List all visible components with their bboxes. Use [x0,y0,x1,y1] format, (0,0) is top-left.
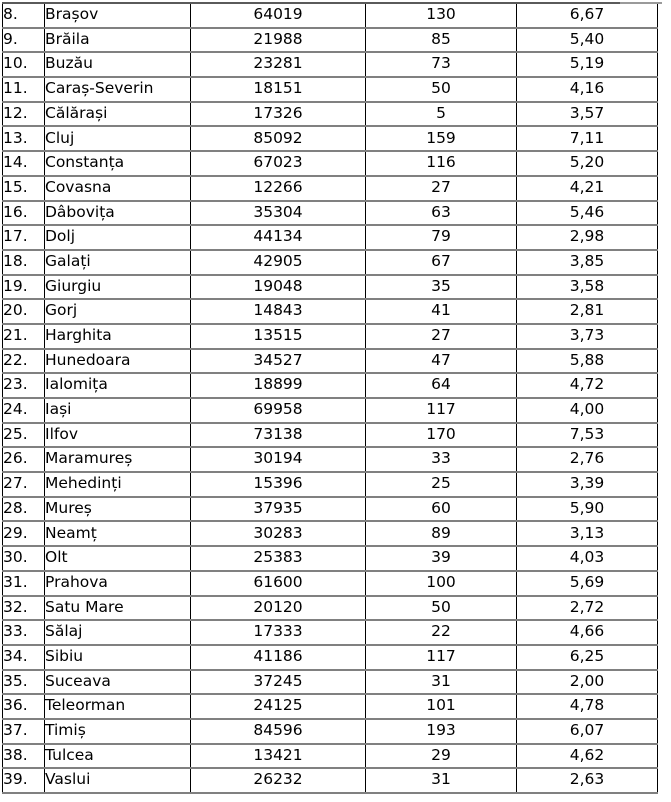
table-row [3,176,658,201]
value-column-2-cell: 116 [366,151,517,176]
table-row [3,694,658,719]
row-index-cell: 31. [3,571,45,596]
table-row [3,447,658,472]
value-column-2-cell: 130 [366,3,517,28]
value-column-1-cell: 42905 [191,250,366,275]
row-index-cell: 8. [3,3,45,28]
table-row [3,497,658,522]
value-column-1-cell: 37245 [191,670,366,695]
value-column-3-cell: 6,07 [517,719,658,744]
value-column-1-cell: 69958 [191,398,366,423]
value-column-2-cell: 170 [366,423,517,448]
county-name-cell: Ilfov [45,423,191,448]
table-row [3,373,658,398]
value-column-1-cell: 34527 [191,349,366,374]
county-data-table [2,2,658,794]
value-column-2-cell: 193 [366,719,517,744]
table-row [3,521,658,546]
value-column-1-cell: 67023 [191,151,366,176]
value-column-2-cell: 29 [366,744,517,769]
value-column-2-cell: 33 [366,447,517,472]
value-column-1-cell: 85092 [191,126,366,151]
value-column-1-cell: 13515 [191,324,366,349]
row-index-cell: 20. [3,299,45,324]
county-name-cell: Dolj [45,225,191,250]
county-name-cell: Constanța [45,151,191,176]
value-column-3-cell: 4,72 [517,373,658,398]
table-row [3,126,658,151]
value-column-3-cell: 5,40 [517,28,658,53]
value-column-3-cell: 5,19 [517,52,658,77]
value-column-3-cell: 4,62 [517,744,658,769]
county-name-cell: Maramureș [45,447,191,472]
row-index-cell: 22. [3,349,45,374]
value-column-3-cell: 4,78 [517,694,658,719]
county-name-cell: Iași [45,398,191,423]
county-name-cell: Prahova [45,571,191,596]
table-row [3,546,658,571]
county-name-cell: Tulcea [45,744,191,769]
county-name-cell: Gorj [45,299,191,324]
row-index-cell: 37. [3,719,45,744]
value-column-3-cell: 7,53 [517,423,658,448]
value-column-1-cell: 30194 [191,447,366,472]
row-index-cell: 16. [3,201,45,226]
value-column-3-cell: 5,88 [517,349,658,374]
county-name-cell: Neamț [45,521,191,546]
value-column-3-cell: 2,00 [517,670,658,695]
value-column-1-cell: 61600 [191,571,366,596]
row-index-cell: 14. [3,151,45,176]
value-column-3-cell: 6,25 [517,645,658,670]
value-column-2-cell: 73 [366,52,517,77]
row-index-cell: 18. [3,250,45,275]
row-index-cell: 23. [3,373,45,398]
table-row [3,151,658,176]
value-column-2-cell: 100 [366,571,517,596]
table-row [3,250,658,275]
value-column-1-cell: 17333 [191,620,366,645]
value-column-1-cell: 25383 [191,546,366,571]
value-column-3-cell: 3,13 [517,521,658,546]
value-column-3-cell: 6,67 [517,3,658,28]
value-column-3-cell: 5,69 [517,571,658,596]
table-row [3,744,658,769]
county-name-cell: Olt [45,546,191,571]
table-row [3,620,658,645]
table-row [3,3,658,28]
value-column-1-cell: 18899 [191,373,366,398]
row-index-cell: 9. [3,28,45,53]
county-name-cell: Mureș [45,497,191,522]
value-column-1-cell: 26232 [191,768,366,793]
value-column-3-cell: 2,63 [517,768,658,793]
value-column-2-cell: 101 [366,694,517,719]
table-row [3,571,658,596]
value-column-1-cell: 21988 [191,28,366,53]
row-index-cell: 36. [3,694,45,719]
value-column-2-cell: 60 [366,497,517,522]
county-name-cell: Giurgiu [45,275,191,300]
table-row [3,201,658,226]
value-column-2-cell: 117 [366,645,517,670]
value-column-3-cell: 2,81 [517,299,658,324]
table-row [3,423,658,448]
top-rule-artifact [620,2,662,4]
value-column-2-cell: 5 [366,102,517,127]
value-column-2-cell: 85 [366,28,517,53]
row-index-cell: 21. [3,324,45,349]
table-row [3,596,658,621]
row-index-cell: 17. [3,225,45,250]
county-name-cell: Galați [45,250,191,275]
value-column-2-cell: 39 [366,546,517,571]
county-data-table-container [2,2,657,794]
row-index-cell: 32. [3,596,45,621]
county-name-cell: Caraș-Severin [45,77,191,102]
value-column-1-cell: 84596 [191,719,366,744]
county-name-cell: Brașov [45,3,191,28]
value-column-1-cell: 41186 [191,645,366,670]
table-row [3,225,658,250]
table-row [3,77,658,102]
value-column-2-cell: 31 [366,768,517,793]
row-index-cell: 27. [3,472,45,497]
row-index-cell: 24. [3,398,45,423]
value-column-2-cell: 67 [366,250,517,275]
county-name-cell: Ialomița [45,373,191,398]
value-column-3-cell: 3,85 [517,250,658,275]
county-name-cell: Timiș [45,719,191,744]
value-column-2-cell: 47 [366,349,517,374]
value-column-1-cell: 73138 [191,423,366,448]
value-column-2-cell: 159 [366,126,517,151]
value-column-3-cell: 5,20 [517,151,658,176]
county-name-cell: Sibiu [45,645,191,670]
row-index-cell: 11. [3,77,45,102]
value-column-2-cell: 63 [366,201,517,226]
value-column-3-cell: 4,21 [517,176,658,201]
value-column-2-cell: 35 [366,275,517,300]
value-column-3-cell: 2,98 [517,225,658,250]
row-index-cell: 29. [3,521,45,546]
value-column-1-cell: 12266 [191,176,366,201]
county-name-cell: Mehedinți [45,472,191,497]
value-column-1-cell: 19048 [191,275,366,300]
value-column-1-cell: 20120 [191,596,366,621]
table-row [3,28,658,53]
value-column-1-cell: 30283 [191,521,366,546]
value-column-3-cell: 2,76 [517,447,658,472]
county-name-cell: Hunedoara [45,349,191,374]
row-index-cell: 34. [3,645,45,670]
value-column-3-cell: 3,58 [517,275,658,300]
value-column-2-cell: 64 [366,373,517,398]
row-index-cell: 13. [3,126,45,151]
value-column-1-cell: 37935 [191,497,366,522]
row-index-cell: 33. [3,620,45,645]
value-column-2-cell: 31 [366,670,517,695]
value-column-1-cell: 13421 [191,744,366,769]
value-column-2-cell: 50 [366,596,517,621]
table-row [3,645,658,670]
table-row [3,398,658,423]
county-name-cell: Teleorman [45,694,191,719]
county-table-body [3,3,658,793]
county-name-cell: Suceava [45,670,191,695]
value-column-3-cell: 4,00 [517,398,658,423]
table-row [3,275,658,300]
county-name-cell: Vaslui [45,768,191,793]
table-row [3,349,658,374]
county-name-cell: Covasna [45,176,191,201]
value-column-2-cell: 50 [366,77,517,102]
value-column-1-cell: 35304 [191,201,366,226]
value-column-2-cell: 89 [366,521,517,546]
row-index-cell: 19. [3,275,45,300]
county-name-cell: Cluj [45,126,191,151]
value-column-1-cell: 64019 [191,3,366,28]
row-index-cell: 15. [3,176,45,201]
row-index-cell: 25. [3,423,45,448]
table-row [3,324,658,349]
table-row [3,102,658,127]
value-column-2-cell: 22 [366,620,517,645]
value-column-3-cell: 3,57 [517,102,658,127]
value-column-2-cell: 117 [366,398,517,423]
county-name-cell: Dâbovița [45,201,191,226]
value-column-2-cell: 27 [366,324,517,349]
table-row [3,670,658,695]
value-column-3-cell: 3,39 [517,472,658,497]
county-name-cell: Sălaj [45,620,191,645]
value-column-3-cell: 4,03 [517,546,658,571]
value-column-3-cell: 7,11 [517,126,658,151]
value-column-3-cell: 5,90 [517,497,658,522]
value-column-1-cell: 23281 [191,52,366,77]
row-index-cell: 10. [3,52,45,77]
value-column-3-cell: 4,16 [517,77,658,102]
value-column-2-cell: 25 [366,472,517,497]
value-column-3-cell: 3,73 [517,324,658,349]
value-column-3-cell: 4,66 [517,620,658,645]
value-column-1-cell: 15396 [191,472,366,497]
value-column-2-cell: 27 [366,176,517,201]
row-index-cell: 26. [3,447,45,472]
row-index-cell: 35. [3,670,45,695]
table-row [3,768,658,793]
row-index-cell: 28. [3,497,45,522]
county-name-cell: Brăila [45,28,191,53]
table-row [3,52,658,77]
row-index-cell: 30. [3,546,45,571]
value-column-3-cell: 5,46 [517,201,658,226]
value-column-3-cell: 2,72 [517,596,658,621]
table-row [3,719,658,744]
county-name-cell: Satu Mare [45,596,191,621]
county-name-cell: Harghita [45,324,191,349]
value-column-2-cell: 79 [366,225,517,250]
value-column-1-cell: 14843 [191,299,366,324]
value-column-2-cell: 41 [366,299,517,324]
value-column-1-cell: 44134 [191,225,366,250]
value-column-1-cell: 24125 [191,694,366,719]
value-column-1-cell: 18151 [191,77,366,102]
county-name-cell: Călărași [45,102,191,127]
row-index-cell: 38. [3,744,45,769]
county-name-cell: Buzău [45,52,191,77]
table-row [3,299,658,324]
table-row [3,472,658,497]
row-index-cell: 12. [3,102,45,127]
value-column-1-cell: 17326 [191,102,366,127]
row-index-cell: 39. [3,768,45,793]
